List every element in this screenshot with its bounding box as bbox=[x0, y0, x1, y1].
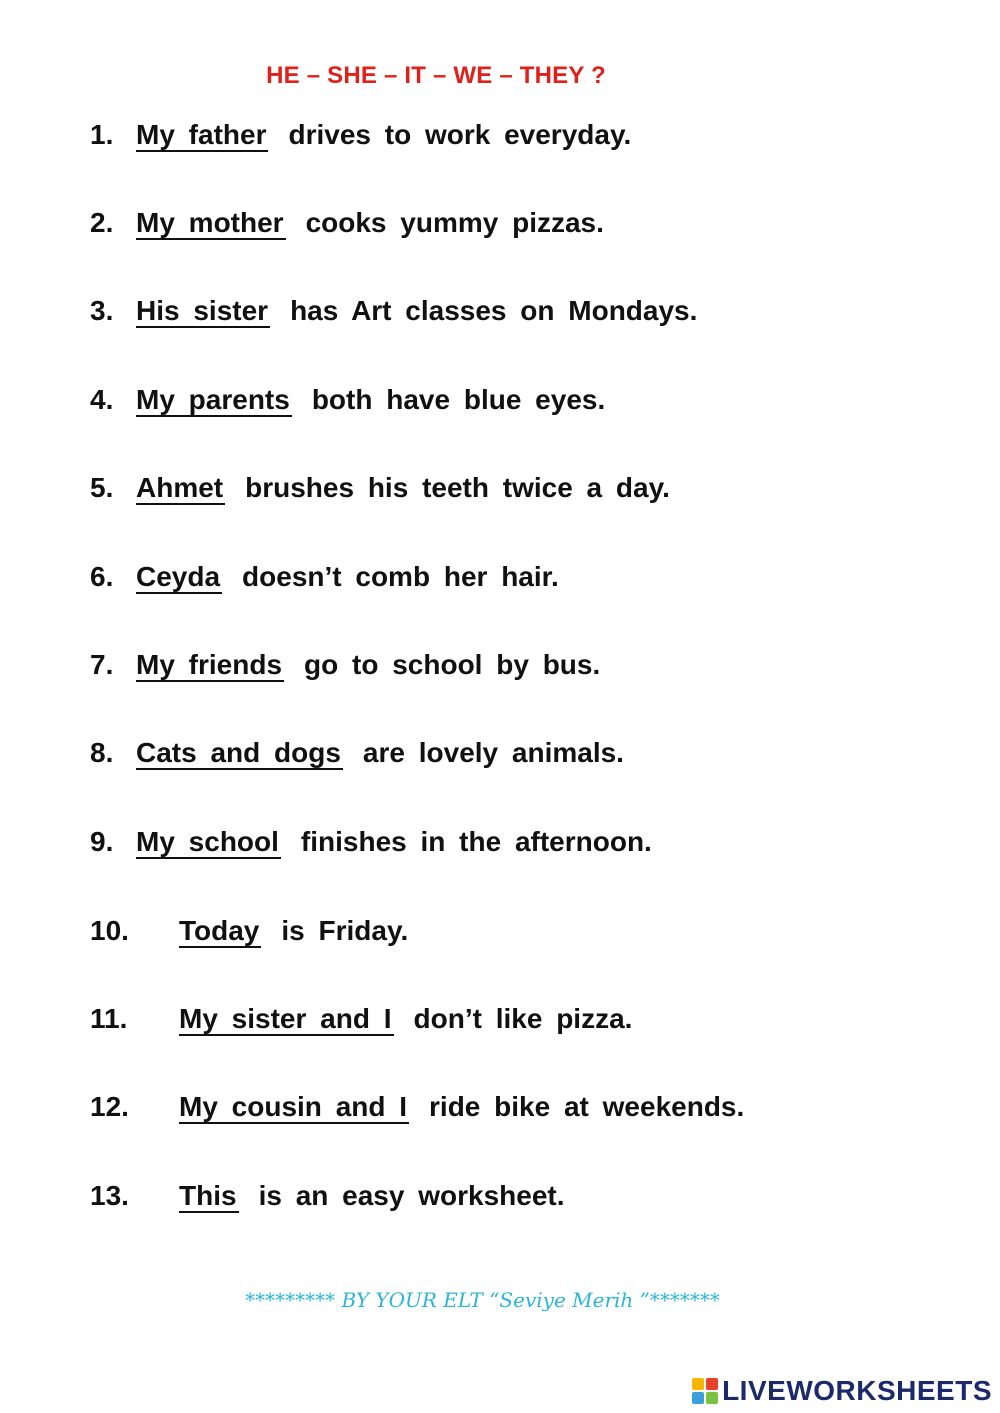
sentence-item bbox=[90, 1087, 744, 1127]
subject-phrase: My parents bbox=[136, 384, 290, 415]
predicate-text: go to school by bus. bbox=[304, 649, 601, 680]
predicate-text: both have blue eyes. bbox=[311, 384, 606, 415]
sentence-item bbox=[90, 380, 605, 420]
sentence-item bbox=[90, 645, 600, 685]
predicate-text: doesn’t comb her hair. bbox=[242, 561, 559, 592]
subject-phrase: His sister bbox=[136, 295, 269, 326]
logo-square bbox=[706, 1392, 718, 1404]
predicate-text: has Art classes on Mondays. bbox=[290, 295, 698, 326]
item-number: 10. bbox=[90, 915, 129, 946]
sentence-item bbox=[90, 1176, 565, 1216]
item-number: 9. bbox=[90, 826, 114, 857]
logo-square bbox=[692, 1392, 704, 1404]
subject-phrase: Cats and dogs bbox=[136, 737, 341, 768]
predicate-text: drives to work everyday. bbox=[288, 119, 632, 150]
author-credit: ********* BY YOUR ELT “Seviye Merih ”******* bbox=[245, 1288, 720, 1312]
worksheet-title: HE – SHE – IT – WE – THEY ? bbox=[266, 62, 606, 89]
sentence-item bbox=[90, 822, 652, 862]
subject-phrase: This bbox=[179, 1180, 237, 1211]
item-number: 11. bbox=[90, 1003, 128, 1034]
predicate-text: finishes in the afternoon. bbox=[300, 826, 652, 857]
subject-phrase: My cousin and I bbox=[179, 1091, 408, 1122]
logo-square bbox=[706, 1378, 718, 1390]
predicate-text: don’t like pizza. bbox=[413, 1003, 633, 1034]
item-number: 1. bbox=[90, 119, 114, 150]
sentence-item bbox=[90, 557, 559, 597]
brand-name: LIVEWORKSHEETS bbox=[722, 1375, 992, 1406]
liveworksheets-brand bbox=[692, 1375, 992, 1407]
sentence-item bbox=[90, 203, 604, 243]
subject-phrase: Ceyda bbox=[136, 561, 221, 592]
predicate-text: cooks yummy pizzas. bbox=[305, 207, 604, 238]
item-number: 12. bbox=[90, 1091, 129, 1122]
logo-square bbox=[692, 1378, 704, 1390]
subject-phrase: My friends bbox=[136, 649, 283, 680]
item-number: 4. bbox=[90, 384, 114, 415]
sentence-item bbox=[90, 733, 624, 773]
subject-phrase: My mother bbox=[136, 207, 284, 238]
item-number: 13. bbox=[90, 1180, 129, 1211]
item-number: 2. bbox=[90, 207, 114, 238]
predicate-text: is Friday. bbox=[281, 915, 409, 946]
sentence-item bbox=[90, 911, 408, 951]
item-number: 8. bbox=[90, 737, 114, 768]
subject-phrase: My sister and I bbox=[179, 1003, 392, 1034]
subject-phrase: My school bbox=[136, 826, 279, 857]
subject-phrase: Today bbox=[179, 915, 260, 946]
predicate-text: are lovely animals. bbox=[362, 737, 624, 768]
item-number: 7. bbox=[90, 649, 114, 680]
item-number: 3. bbox=[90, 295, 114, 326]
predicate-text: is an easy worksheet. bbox=[258, 1180, 565, 1211]
sentence-item bbox=[90, 291, 697, 331]
predicate-text: ride bike at weekends. bbox=[429, 1091, 745, 1122]
liveworksheets-logo-icon bbox=[692, 1378, 718, 1404]
sentence-item bbox=[90, 115, 631, 155]
predicate-text: brushes his teeth twice a day. bbox=[245, 472, 670, 503]
item-number: 5. bbox=[90, 472, 114, 503]
item-number: 6. bbox=[90, 561, 114, 592]
sentence-item bbox=[90, 468, 670, 508]
subject-phrase: Ahmet bbox=[136, 472, 224, 503]
sentence-item bbox=[90, 999, 632, 1039]
subject-phrase: My father bbox=[136, 119, 267, 150]
